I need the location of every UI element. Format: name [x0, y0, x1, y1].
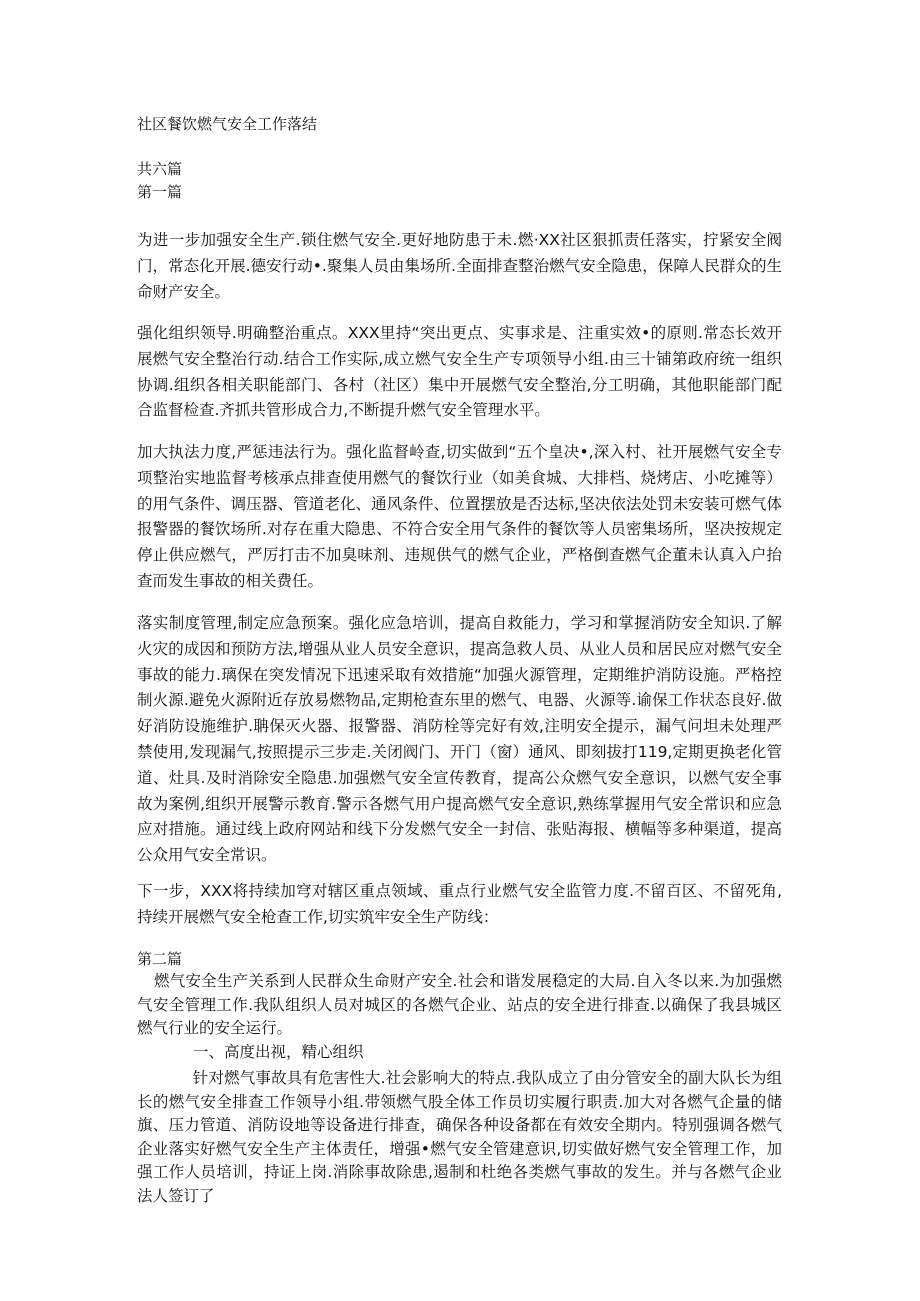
section-2-subheading: 一、高度出视，精心组织: [193, 1043, 364, 1061]
section-2-intro: 燃气安全生产关系到人民群众生命财产安全.社会和谐发展稳定的大局.自入冬以来.为加强燃气安全管理工作.我队组织人员对城区的各燃气企业、站点的安全进行排查.以确保了我县城区燃气行业的安全运行。: [137, 972, 782, 1038]
section-2-label: 第二篇: [137, 950, 183, 968]
section-2-body: 针对燃气事故具有危害性大.社会影响大的特点.我队成立了由分管安全的副大队长为组长的燃气安全排查工作领导小组.带领燃气股全体工作员切实履行职责.加大对各燃气企量的储旗、压力管道、消防设地等设备进行排查，确保各种设备都在有效安全期内。特别强调各燃气企业落实好燃气安全生产主体责任，增强•燃气安全管建意识,切实做好燃气安全管理工作，加强工作人员培训，持证上岗.消除事故除患,遏制和杜绝各类燃气事故的发生。并与各燃气企业法人签订了: [137, 1069, 782, 1205]
section-1-paragraph-4: 落实制度管理,制定应急预案。强化应急培训，提高自救能力，学习和掌握消防安全知识.了解火灾的成因和预防方法,增强从业人员安全意识，提高急救人员、从业人员和居民应对燃气安全事故的能力.璃保在突发情况下迅速采取有效措施“加强火源管理，定期维护消防设施。严格控制火源.避免火源附近存放易燃物品,定期枪查东里的燃气、电器、火源等.谕保工作状态良好.做好消防设施维护.聃保灭火器、报警器、消防栓等完好有效,注明安全提示，漏气问坦未处理严禁使用,发现漏气,按照提示三步走.关闭阀门、开门（窗）通风、即刻拔打119,定期更换老化管道、灶具.及时消除安全隐患.加强燃气安全宣传教育，提高公众燃气安全意识，以燃气安全事故为案例,组织开展警示教育.警示各燃气用户提高燃气安全意识,熟练掌握用气安全常识和应急应对措施。通过线上政府网站和线下分发燃气安全一封信、张贴海报、横幅等多种渠道，提高公众用气安全常识。: [137, 614, 782, 865]
section-1-paragraph-1: 为进一步加强安全生产.锁住燃气安全.更好地防患于未.燃·XX社区狠抓责任落实，拧紧安全阀门，常态化开展.德安行动•.聚集人员由集场所.全面排查整治燃气安全隐患，保障人民群众的生命财产安全。: [137, 231, 782, 301]
section-1-label: 第一篇: [137, 183, 183, 201]
section-1-paragraph-3: 加大执法力度,严惩违法行为。强化监督岭查,切实做到“五个皇决•,深入村、社开展燃气安全专项整治实地监督考核承点排查使用燃气的餐饮行业（如美食城、大排档、烧烤店、小吃摊等）的用气条件、调压器、管道老化、通风条件、位置摆放是否达标,坚决依法处罚未安装可燃气体报警器的餐饮场所.对存在重大隐患、不符合安全用气条件的餐饮等人员密集场所，坚决按规定停止供应燃气，严厉打击不加臭味剂、违规供气的燃气企业，严格倒查燃气企董未认真入户抬查而发生事故的相关费任。: [137, 443, 782, 590]
section-1-paragraph-2: 强化组织领导.明确整治重点。XXX里持“突出更点、实事求是、注重实效•的原则.常态长效开展燃气安全整治行动.结合工作实际,成立燃气安全生产专项领导小组.由三十铺第政府统一组织协调.组织各相关职能部门、各村（社区）集中开展燃气安全整治,分工明确，其他职能部门配合监督检查.齐抓共管形成合力,不断提升燃气安全管理水平。: [137, 324, 782, 420]
article-count: 共六篇: [137, 160, 183, 178]
section-1-paragraph-5: 下一步，XXX将持续加穹对辖区重点领域、重点行业燃气安全监管力度.不留百区、不留死角,持续开展燃气安全枪查工作,切实筑牢安全生产防线：: [137, 882, 782, 926]
document-title: 社区餐饮燃气安全工作落结: [137, 115, 318, 133]
